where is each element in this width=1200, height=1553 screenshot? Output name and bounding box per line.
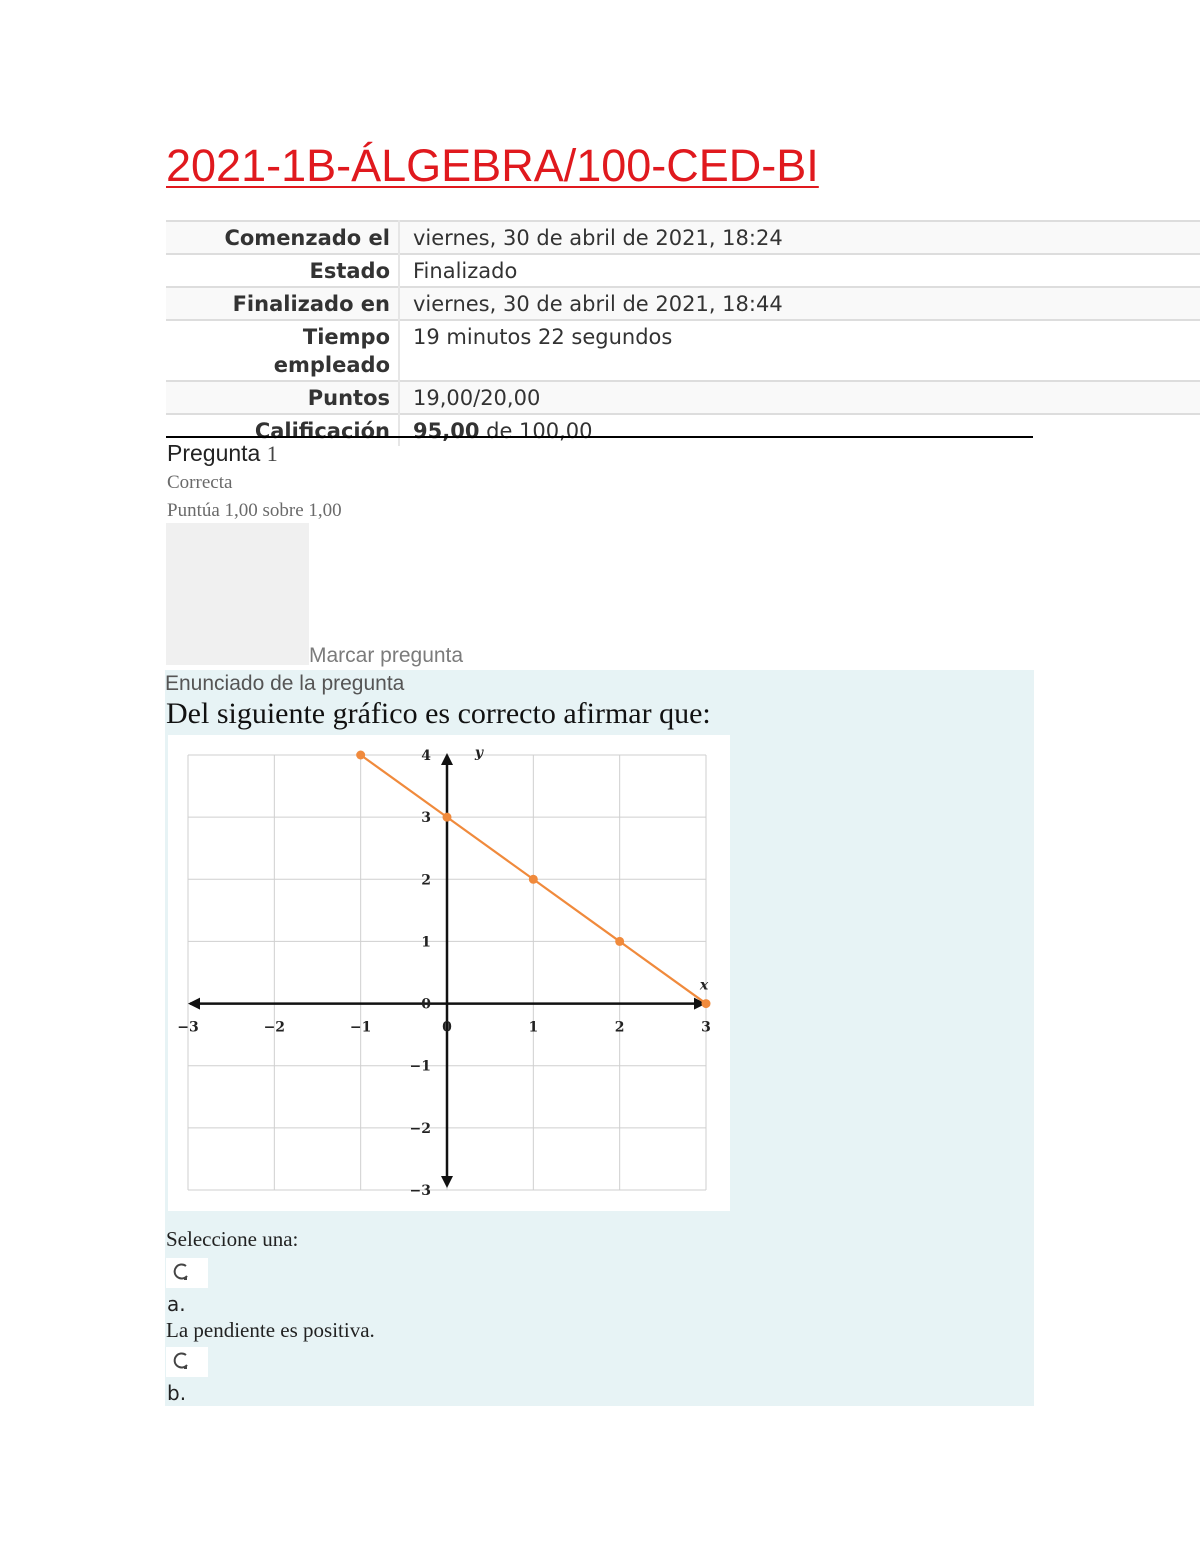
summary-label: Puntos	[307, 386, 390, 410]
question-grade: Puntúa 1,00 sobre 1,00	[167, 500, 342, 521]
summary-row	[166, 254, 1200, 287]
summary-label: Tiempo empleado	[273, 325, 390, 377]
x-tick-label: −2	[263, 1019, 286, 1036]
summary-value: viernes, 30 de abril de 2021, 18:44	[399, 287, 1200, 320]
radio-icon	[170, 1261, 192, 1283]
question-label: Pregunta	[167, 440, 261, 466]
x-tick-label: −1	[349, 1019, 372, 1036]
option-b-radio[interactable]	[166, 1347, 208, 1377]
flag-question-link[interactable]: Marcar pregunta	[309, 644, 464, 667]
x-tick-label: −3	[177, 1019, 199, 1036]
summary-value: viernes, 30 de abril de 2021, 18:24	[399, 221, 1200, 254]
y-tick-label: −3	[409, 1183, 431, 1199]
summary-row	[166, 414, 1200, 446]
data-point	[529, 875, 538, 884]
data-point	[702, 999, 711, 1008]
grade-score: 95,00	[413, 419, 480, 443]
section-divider	[166, 436, 1033, 438]
option-b-letter: b.	[167, 1381, 187, 1405]
summary-value: 19,00/20,00	[399, 381, 1200, 414]
option-a-letter: a.	[167, 1292, 186, 1316]
question-statement: Del siguiente gráfico es correcto afirmar que:	[166, 697, 711, 730]
summary-row	[166, 381, 1200, 414]
summary-row	[166, 287, 1200, 320]
summary-row	[166, 320, 1200, 381]
radio-icon	[170, 1350, 192, 1372]
x-tick-label: 1	[528, 1019, 539, 1036]
option-a-text: La pendiente es positiva.	[166, 1318, 375, 1342]
y-tick-label: 2	[421, 872, 431, 889]
course-title-link[interactable]: 2021-1B-ÁLGEBRA/100-CED-BI	[166, 140, 819, 191]
answer-prompt: Seleccione una:	[166, 1227, 299, 1251]
y-tick-label: −2	[409, 1120, 431, 1137]
question-number-label	[167, 440, 278, 467]
summary-row	[166, 221, 1200, 254]
grade-max: de 100,00	[479, 419, 593, 443]
summary-label: Comenzado el	[224, 226, 390, 250]
quiz-summary-table	[166, 220, 1200, 446]
x-tick-label: 3	[701, 1019, 711, 1036]
y-tick-label: −1	[409, 1058, 431, 1075]
x-axis-arrow-left	[188, 998, 200, 1010]
x-axis-label: x	[699, 977, 709, 994]
option-a-radio[interactable]	[166, 1258, 208, 1288]
summary-value: Finalizado	[399, 254, 1200, 287]
summary-value: 19 minutos 22 segundos	[399, 320, 1200, 381]
x-tick-label: 0	[442, 1019, 452, 1036]
graph-svg	[168, 735, 730, 1211]
question-state: Correcta	[167, 472, 233, 493]
question-number: 1	[266, 441, 278, 466]
x-tick-label: 2	[614, 1019, 625, 1036]
data-point	[443, 813, 452, 822]
y-tick-label: 0	[421, 996, 431, 1013]
y-tick-label: 1	[421, 934, 431, 951]
summary-label: Finalizado en	[232, 292, 390, 316]
data-point	[615, 937, 624, 946]
flag-icon-placeholder	[166, 523, 309, 665]
y-tick-label: 3	[421, 810, 431, 827]
question-text-label: Enunciado de la pregunta	[165, 672, 405, 695]
summary-label: Calificación	[254, 419, 390, 443]
data-point	[356, 751, 365, 760]
line-graph	[168, 735, 730, 1211]
y-axis-label: y	[474, 745, 484, 761]
y-axis-arrow-down	[441, 1176, 453, 1188]
summary-value	[399, 414, 1200, 446]
y-tick-label: 4	[421, 748, 431, 764]
summary-label: Estado	[309, 259, 390, 283]
